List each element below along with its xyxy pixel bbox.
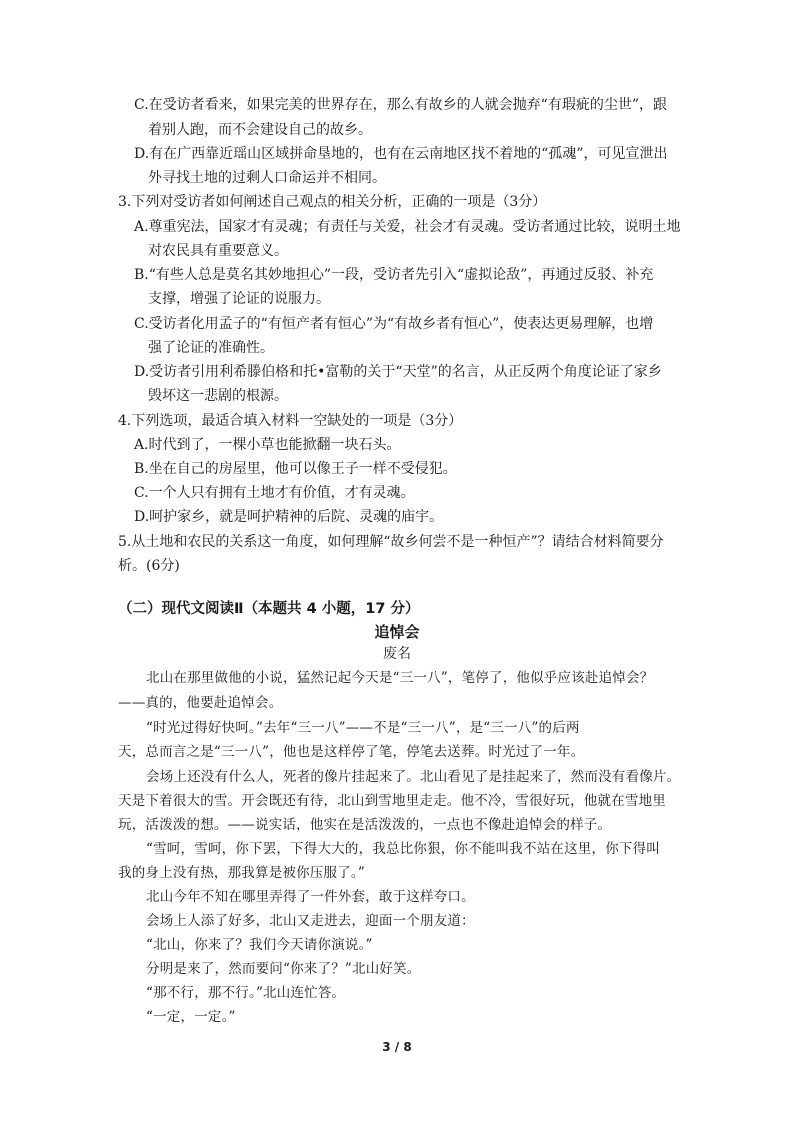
q3-option-b-line1: B.“有些人总是莫名其妙地担心”一段，受访者先引入“虚拟论敌”，再通过反驳、补充	[134, 267, 654, 283]
page-number: 3 / 8	[382, 1040, 412, 1054]
q4-option-d: D.呵护家乡，就是呵护精神的后院、灵魂的庙宇。	[134, 509, 444, 525]
q3-option-d-line2: 毁坏这一悲剧的根源。	[148, 388, 288, 404]
story-line: 天，总而言之是“三一八”，他也是这样停了笔，停笔去送葬。时光过了一年。	[118, 744, 585, 760]
story-line: “雪呵，雪呵，你下罢，下得大大的，我总比你狠，你不能叫我不站在这里，你下得叫	[146, 841, 661, 857]
story-line: “那不行，那不行。”北山连忙答。	[146, 985, 346, 1001]
q2-option-c-line2: 着别人跑，而不会建设自己的故乡。	[148, 122, 372, 138]
q2-option-d-line1: D.有在广西靠近瑶山区域拼命垦地的，也有在云南地区找不着地的“孤魂”，可见宣泄出	[134, 146, 668, 162]
q3-option-a-line2: 对农民具有重要意义。	[148, 243, 288, 259]
story-line: 我的身上没有热，那我算是被你压服了。”	[118, 865, 365, 881]
q5-line2: 析。(6分)	[118, 558, 180, 574]
q2-option-c-line1: C.在受访者看来，如果完美的世界存在，那么有故乡的人就会抛弃“有瑕疵的尘世”，跟	[134, 97, 667, 113]
q4-option-a: A.时代到了，一棵小草也能掀翻一块石头。	[134, 437, 401, 453]
q3-option-c-line2: 强了论证的准确性。	[148, 340, 274, 356]
story-line: ——真的，他要赴追悼会。	[118, 695, 283, 711]
q3-option-a-line1: A.尊重宪法，国家才有灵魂；有责任与关爱，社会才有灵魂。受访者通过比较，说明土地	[134, 219, 681, 235]
story-line: 会场上还没有什么人，死者的像片挂起来了。北山看见了是挂起来了，然而没有看像片。	[146, 769, 681, 785]
q4-option-c: C.一个人只有拥有土地才有价值，才有灵魂。	[134, 485, 415, 501]
story-line: 北山今年不知在哪里弄得了一件外套，敢于这样夸口。	[146, 889, 475, 905]
story-title: 追悼会	[374, 623, 420, 641]
story-line: 天是下着很大的雪。开会既还有待，北山到雪地里走走。他不冷，雪很好玩，他就在雪地里	[118, 793, 666, 809]
q2-option-d-line2: 外寻找土地的过剩人口命运并不相同。	[148, 170, 386, 186]
q3-stem: 3.下列对受访者如何阐述自己观点的相关分析，正确的一项是（3分）	[118, 194, 547, 210]
story-line: “北山，你来了？我们今天请你演说。”	[146, 937, 373, 953]
story-line: 玩，活泼泼的想。——说实话，他实在是活泼泼的，一点也不像赴追悼会的样子。	[118, 817, 612, 833]
story-line: “一定，一定。”	[146, 1009, 236, 1025]
q5-line1: 5.从土地和农民的关系这一角度，如何理解“故乡何尝不是一种恒产”？请结合材料简要分	[118, 534, 664, 550]
q3-option-d-line1: D.受访者引用利希滕伯格和托•富勒的关于“天堂”的名言，从正反两个角度论证了家乡	[134, 364, 662, 380]
q3-option-b-line2: 支撑，增强了论证的说服力。	[148, 291, 330, 307]
story-line: 北山在那里做他的小说，猛然记起今天是“三一八”，笔停了，他似乎应该赴追悼会？	[146, 670, 654, 686]
story-line: 会场上人添了好多，北山又走进去，迎面一个朋友道：	[146, 913, 475, 929]
story-line: “时光过得好快呵。”去年“三一八”——不是“三一八”，是“三一八”的后两	[146, 720, 580, 736]
q4-option-b: B.坐在自己的房屋里，他可以像王子一样不受侵犯。	[134, 461, 457, 477]
section-heading: （二）现代文阅读Ⅱ（本题共 4 小题，17 分）	[118, 601, 420, 617]
q4-stem: 4.下列选项，最适合填入材料一空缺处的一项是（3分）	[118, 413, 463, 429]
story-line: 分明是来了，然而要问“你来了？”北山好笑。	[146, 961, 421, 977]
story-author: 废名	[383, 646, 411, 662]
q3-option-c-line1: C.受访者化用孟子的“有恒产者有恒心”为“有故乡者有恒心”，使表达更易理解，也增	[134, 316, 654, 332]
